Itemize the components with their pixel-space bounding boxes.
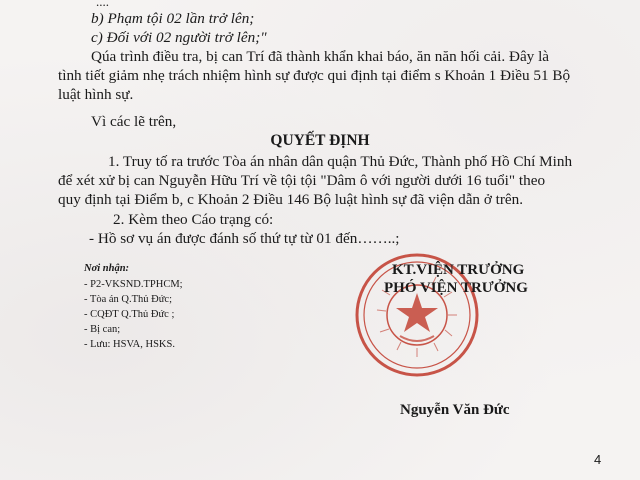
paragraph1-line2: tình tiết giảm nhẹ trách nhiệm hình sự được qui định tại điểm s Khoản 1 Điều 51 Bộ xyxy=(58,67,571,84)
page-number: 4 xyxy=(594,452,602,467)
recipient-item: - Tòa án Q.Thủ Đức; xyxy=(84,294,173,305)
recipient-item: - Lưu: HSVA, HSKS. xyxy=(84,339,175,350)
signature-title-1: KT.VIỆN TRƯỞNG xyxy=(392,262,525,278)
signature-title-2: PHÓ VIỆN TRƯỞNG xyxy=(384,280,528,296)
decision2-item: - Hồ sơ vụ án được đánh số thứ tự từ 01 đến……..; xyxy=(89,230,400,247)
decision2-line: 2. Kèm theo Cáo trạng có: xyxy=(113,211,274,228)
decision1-line3: quy định tại Điểm b, c Khoản 2 Điều 146 Bộ luật hình sự đã viện dẫn ở trên. xyxy=(58,191,524,208)
recipient-item: - Bị can; xyxy=(84,324,121,335)
item-c: c) Đối với 02 người trở lên;" xyxy=(91,29,267,46)
item-b: b) Phạm tội 02 lần trở lên; xyxy=(91,10,255,27)
ellipsis-top: .... xyxy=(96,0,109,9)
paragraph1-line3: luật hình sự. xyxy=(58,86,134,103)
recipient-item: - CQĐT Q.Thủ Đức ; xyxy=(84,309,175,320)
recipient-item: - P2-VKSND.TPHCM; xyxy=(84,279,183,290)
decision1-line1: 1. Truy tố ra trước Tòa án nhân dân quận Thủ Đức, Thành phố Hồ Chí Minh xyxy=(108,153,573,170)
paragraph1-line1: Qúa trình điều tra, bị can Trí đã thành khẩn khai báo, ăn năn hối cải. Đây là xyxy=(91,48,550,65)
decision-title: QUYẾT ĐỊNH xyxy=(270,132,370,149)
decision1-line2: để xét xử bị can Nguyễn Hữu Trí về tội tội "Dâm ô với người dưới 16 tuổi" theo xyxy=(58,172,546,189)
recipients-title: Nơi nhận: xyxy=(84,263,130,274)
reason-line: Vì các lẽ trên, xyxy=(91,113,177,130)
signer-name: Nguyễn Văn Đức xyxy=(400,402,510,418)
